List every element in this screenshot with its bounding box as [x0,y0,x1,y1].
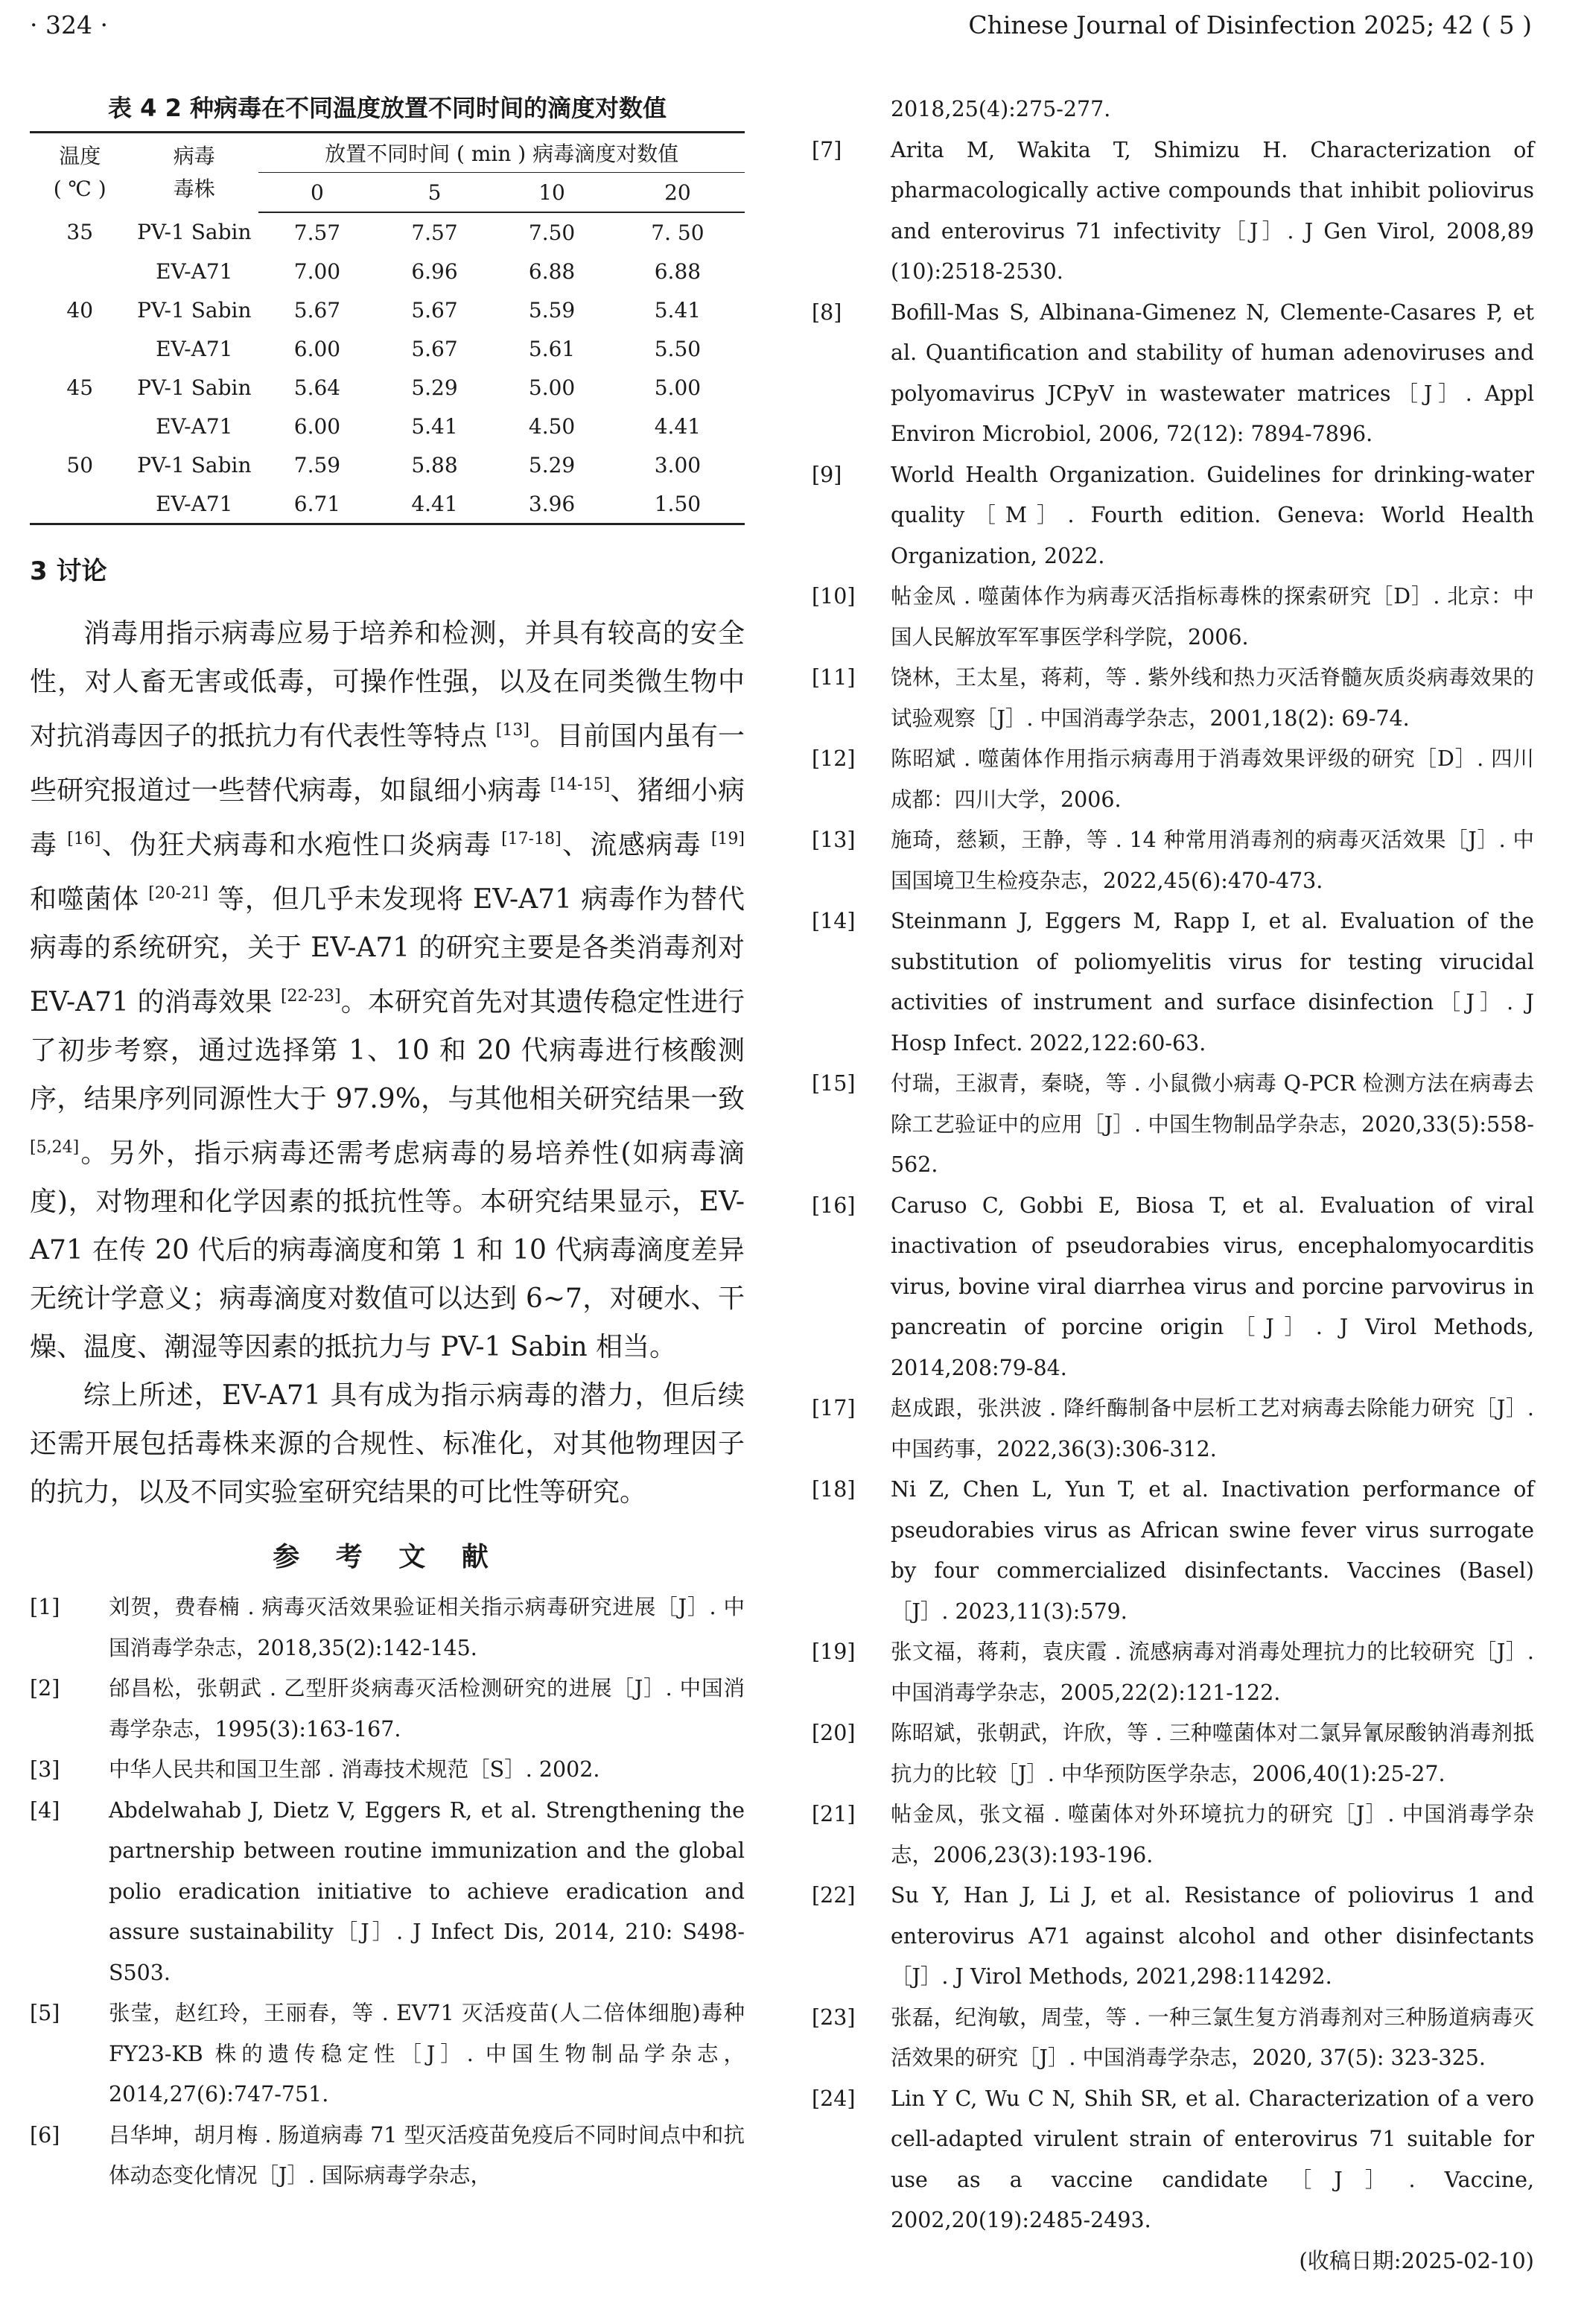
temp-cell [30,329,130,368]
reference-number: [23] [812,2004,856,2030]
reference-number: [13] [812,828,856,852]
temp-cell: 50 [66,452,94,477]
reference-item [812,1186,1534,1389]
titer-cell: 6.88 [528,258,576,284]
titer-cell: 4.41 [654,413,702,439]
reference-item [812,1713,1534,1794]
time-header: 5 [376,173,494,213]
reference-text: Su Y, Han J, Li J, et al. Resistance of poliovirus 1 and enterovirus A71 against alcohol and other disinfectants［J］. J Virol Methods, 2021,298:114292. [891,1883,1534,1989]
titer-cell: 5.00 [654,375,702,400]
reference-number: [1] [30,1595,60,1619]
titer-cell: 5.41 [654,297,702,323]
time-header: 10 [493,173,611,213]
titer-cell: 5.29 [528,452,576,477]
reference-item [812,1470,1534,1632]
right-column [812,89,1534,2275]
reference-number: [11] [812,665,856,690]
col-group-header: 放置不同时间 ( min ) 病毒滴度对数值 [258,133,745,173]
reference-number: [8] [812,299,842,325]
reference-number: [14] [812,909,856,933]
titer-cell: 5.64 [293,375,341,400]
reference-item [812,901,1534,1064]
table-caption: 表 4 2 种病毒在不同温度放置不同时间的滴度对数值 [108,94,667,122]
reference-number: [20] [812,1721,856,1745]
titer-cell: 1.50 [611,484,745,524]
reference-text: World Health Organization. Guidelines for drinking-water quality［M］. Fourth edition. Geneva: World Health Organization, 2022. [891,462,1534,568]
reference-number: [10] [812,584,856,609]
reference-item [812,739,1534,820]
titer-cell: 5.00 [528,375,576,400]
titer-cell: 3.96 [493,484,611,524]
reference-number: [12] [812,746,856,771]
reference-item [812,1632,1534,1713]
left-column [30,89,745,2197]
titer-cell: 7. 50 [651,220,704,245]
reference-number: [24] [812,2086,856,2111]
titer-cell: 5.67 [411,297,458,323]
temp-cell: 45 [66,375,94,400]
table-row [30,212,745,252]
section-title: 3 讨论 [30,556,107,586]
reference-number: [16] [812,1193,856,1218]
reference-item [812,455,1534,577]
temp-cell: 40 [66,297,94,323]
journal-header: Chinese Journal of Disinfection 2025; 42 ( 5 ) [968,10,1532,39]
reference-item [30,1750,745,1791]
reference-text: Bofill-Mas S, Albinana-Gimenez N, Clemente-Casares P, et al. Quantification and stability of human adenoviruses and polyomavirus JCPyV in wastewater matrices［J］. Appl Environ Microbiol, 2006, 72(12): 7894-7896. [891,299,1534,446]
strain-cell: EV-A71 [156,336,233,361]
reference-number: [22] [812,1883,856,1908]
titer-cell: 5.50 [654,336,702,361]
page-number: · 324 · [30,10,108,39]
reference-number: [15] [812,1071,856,1096]
time-header: 0 [258,173,376,213]
titer-cell: 5.67 [293,297,341,323]
titer-cell: 7.00 [293,258,341,284]
reference-item [812,2079,1534,2241]
reference-item [812,1064,1534,1186]
titer-cell: 3.00 [654,452,702,477]
table-row [30,329,745,368]
reference-item [30,1791,745,1994]
reference-text: 陈昭斌 . 噬菌体作用指示病毒用于消毒效果评级的研究［D］. 四川成都：四川大学，2006. [891,746,1534,812]
reference-number: [7] [812,137,842,162]
strain-cell: PV-1 Sabin [137,375,252,400]
reference-text: 邰昌松，张朝武 . 乙型肝炎病毒灭活检测研究的进展［J］. 中国消毒学杂志，1995(3):163-167. [109,1676,745,1742]
reference-text: 帖金凤 . 噬菌体作为病毒灭活指标毒株的探索研究［D］. 北京：中国人民解放军军事医学科学院，2006. [891,584,1534,650]
titer-cell: 4.41 [376,484,494,524]
reference-text: Arita M, Wakita T, Shimizu H. Characterization of pharmacologically active compounds that inhibit poliovirus and enterovirus 71 infectivity［J］. J Gen Virol, 2008,89 (10):2518-2530. [891,137,1534,284]
titer-cell: 5.41 [411,413,458,439]
reference-text: 中华人民共和国卫生部 . 消毒技术规范［S］. 2002. [109,1757,600,1782]
temp-cell: 35 [66,220,94,244]
reference-item [30,1587,745,1669]
reference-text: Caruso C, Gobbi E, Biosa T, et al. Evaluation of viral inactivation of pseudorabies virus, encephalomyocarditis virus, bovine viral diarrhea virus and porcine parvovirus in pancreatin of porcine origin［J］. J Virol Methods, 2014,208:79-84. [891,1193,1534,1380]
table-row [30,368,745,407]
titer-cell: 5.59 [528,297,576,323]
reference-text: Ni Z, Chen L, Yun T, et al. Inactivation performance of pseudorabies virus as African swine fever virus surrogate by four commercialized disinfectants. Vaccines (Basel)［J］. 2023,11(3):579. [891,1477,1534,1624]
reference-item [812,293,1534,455]
reference-text: 张磊，纪洵敏，周莹，等 . 一种三氯生复方消毒剂对三种肠道病毒灭活效果的研究［J］. 中国消毒学杂志，2020, 37(5): 323-325. [891,2004,1534,2070]
references-title: 参 考 文 献 [273,1542,502,1572]
strain-cell: PV-1 Sabin [137,452,252,477]
reference-text: 刘贺，费春楠 . 病毒灭活效果验证相关指示病毒研究进展［J］. 中国消毒学杂志，2018,35(2):142-145. [109,1595,745,1660]
reference-text: 施琦，慈颖，王静，等 . 14 种常用消毒剂的病毒灭活效果［J］. 中国国境卫生检疫杂志，2022,45(6):470-473. [891,828,1534,893]
titer-cell: 5.67 [411,336,458,361]
reference-item [812,820,1534,901]
table-row [30,445,745,484]
reference-number: [17] [812,1396,856,1420]
reference-item [812,577,1534,658]
titer-cell: 6.88 [654,258,702,284]
reference-text: 饶林，王太星，蒋莉，等 . 紫外线和热力灭活脊髓灰质炎病毒效果的试验观察［J］. 中国消毒学杂志，2001,18(2): 69-74. [891,665,1534,731]
temp-cell [30,252,130,290]
temp-cell [30,484,130,524]
reference-number: [18] [812,1477,856,1502]
titer-cell: 6.96 [411,258,458,284]
reference-number: [2] [30,1676,60,1701]
col-temp-header: 温度 ( ℃ ) [53,144,106,201]
reference-item [812,1794,1534,1876]
received-date: (收稿日期:2025-02-10) [1299,2247,1534,2273]
reference-list-left [30,1587,745,2197]
col-strain-header: 病毒 毒株 [173,144,215,201]
reference-text: 帖金凤，张文福 . 噬菌体对外环境抗力的研究［J］. 中国消毒学杂志，2006,23(3):193-196. [891,1802,1534,1867]
reference-item [30,1993,745,2115]
reference-item [812,1998,1534,2079]
reference-text: Lin Y C, Wu C N, Shih SR, et al. Characterization of a vero cell-adapted virulent strain of enterovirus 71 suitable for use as a vaccine candidate［J］. Vaccine, 2002,20(19):2485-2493. [891,2086,1534,2232]
titer-cell: 7.50 [528,220,576,245]
titer-cell: 6.00 [293,336,341,361]
strain-cell: PV-1 Sabin [137,220,252,244]
table-row [30,252,745,290]
reference-text: 陈昭斌，张朝武，许欣，等 . 三种噬菌体对二氯异氰尿酸钠消毒剂抵抗力的比较［J］. 中华预防医学杂志，2006,40(1):25-27. [891,1721,1534,1786]
strain-cell: EV-A71 [156,413,233,439]
reference-number: [21] [812,1802,856,1826]
reference-list-right [812,130,1534,2241]
reference-item [812,658,1534,739]
reference-text: Abdelwahab J, Dietz V, Eggers R, et al. Strengthening the partnership between routine immunization and the global polio eradication initiative to achieve eradication and assure sustainability［J］. J Infect Dis, 2014, 210: S498-S503. [109,1797,745,1985]
reference-text: Steinmann J, Eggers M, Rapp I, et al. Evaluation of the substitution of poliomyelitis virus for testing virucidal activities of instrument and surface disinfection［J］. J Hosp Infect. 2022,122:60-63. [891,909,1534,1055]
titer-cell: 7.59 [293,452,341,477]
titer-cell: 6.00 [293,413,341,439]
discussion-paragraph: 综上所述，EV-A71 具有成为指示病毒的潜力，但后续还需开展包括毒株来源的合规性、标准化，对其他物理因子的抗力，以及不同实验室研究结果的可比性等研究。 [30,1380,745,1508]
titer-cell: 4.50 [528,413,576,439]
titer-cell: 5.88 [411,452,458,477]
reference-text: 付瑞，王淑青，秦晓，等 . 小鼠微小病毒 Q-PCR 检测方法在病毒去除工艺验证中的应用［J］. 中国生物制品学杂志，2020,33(5):558-562. [891,1071,1534,1177]
reference-number: [9] [812,462,842,487]
reference-item [30,1669,745,1750]
reference-continuation: 2018,25(4):275-277. [891,97,1111,121]
discussion-paragraph: 消毒用指示病毒应易于培养和检测，并具有较高的安全性，对人畜无害或低毒，可操作性强，以及在同类微生物中对抗消毒因子的抵抗力有代表性等特点 [13]。目前国内虽有一些研究报道过一些替代病毒，如鼠细小病毒 [14-15]、猪细小病毒 [16]、伪狂犬病毒和水疱性口炎病毒 [17-18]、流感病毒 [19] 和噬菌体 [20-21] 等，但几乎未发现将 EV-A71 病毒作为替代病毒的系统研究，关于 EV-A71 的研究主要是各类消毒剂对 EV-A71 的消毒效果 [22-23]。本研究首先对其遗传稳定性进行了初步考察，通过选择第 1、10 和 20 代病毒进行核酸测序，结果序列同源性大于 97.9%，与其他相关研究结果一致 [5,24]。另外，指示病毒还需考虑病毒的易培养性(如病毒滴度)，对物理和化学因素的抵抗性等。本研究结果显示，EV-A71 在传 20 代后的病毒滴度和第 1 和 10 代病毒滴度差异无统计学意义；病毒滴度对数值可以达到 6~7，对硬水、干燥、温度、潮湿等因素的抵抗力与 PV-1 Sabin 相当。 [30,618,745,1362]
time-header: 20 [611,173,745,213]
titer-cell: 7.57 [293,220,341,245]
reference-text: 吕华坤，胡月梅 . 肠道病毒 71 型灭活疫苗免疫后不同时间点中和抗体动态变化情况［J］. 国际病毒学杂志， [109,2122,745,2188]
titer-cell: 7.57 [411,220,458,245]
reference-item [812,1876,1534,1998]
reference-item [812,130,1534,293]
reference-item [812,1388,1534,1470]
titer-cell: 5.29 [411,375,458,400]
reference-text: 张文福，蒋莉，袁庆霞 . 流感病毒对消毒处理抗力的比较研究［J］. 中国消毒学杂志，2005,22(2):121-122. [891,1639,1534,1705]
temp-cell [30,407,130,445]
table-row [30,407,745,445]
strain-cell: EV-A71 [130,484,258,524]
reference-number: [19] [812,1639,856,1664]
titer-table [30,131,745,525]
titer-cell: 6.71 [258,484,376,524]
reference-text: 赵成跟，张洪波 . 降纤酶制备中层析工艺对病毒去除能力研究［J］. 中国药事，2022,36(3):306-312. [891,1396,1534,1461]
reference-number: [5] [30,2001,60,2025]
table-row [30,484,745,524]
titer-cell: 5.61 [528,336,576,361]
reference-number: [3] [30,1757,60,1782]
reference-text: 张莹，赵红玲，王丽春，等 . EV71 灭活疫苗(人二倍体细胞)毒种 FY23-KB 株的遗传稳定性［J］. 中国生物制品学杂志，2014,27(6):747-751. [109,2001,745,2106]
table-row [30,290,745,329]
strain-cell: PV-1 Sabin [137,297,252,323]
strain-cell: EV-A71 [156,258,233,284]
reference-item [30,2115,745,2197]
reference-number: [4] [30,1797,60,1823]
reference-number: [6] [30,2122,60,2147]
